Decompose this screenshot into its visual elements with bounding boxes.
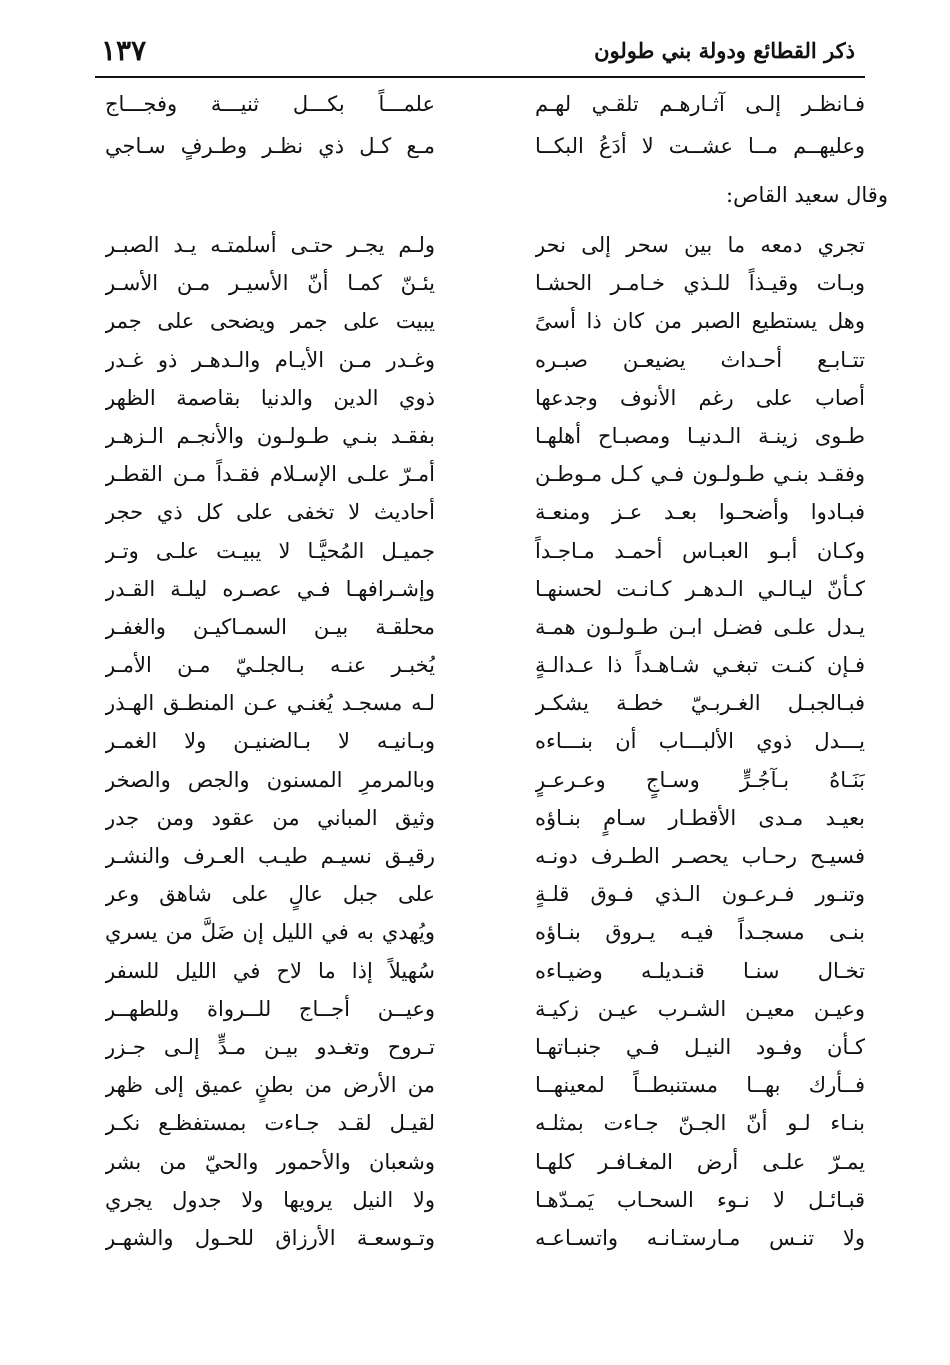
verse-second-hemistich: ولـم يجـر حتـى أسلمتـه يـد الصبـر: [105, 233, 435, 257]
verse-second-hemistich: لـه مسجـد يُغنـي عـن المنطـق الهـذر: [105, 691, 435, 716]
verse-second-hemistich: ويُهدي به في الليل إن ضَلَّ من يسري: [105, 920, 435, 945]
verse-first-hemistich: تتـابـع أحـداث يضيعـن صبـره: [535, 347, 865, 372]
verse-first-hemistich: وعيـن معيـن الشـرب عيـن زكيـة: [535, 996, 865, 1021]
verse-line: [105, 875, 865, 913]
verse-second-hemistich: وبالمرمرِ المسنون والجص والصخر: [105, 767, 435, 792]
verse-second-hemistich: رقيـق نسيـم طيـب العـرف والنشـر: [105, 844, 435, 868]
verse-line: [105, 1104, 865, 1142]
verse-second-hemistich: محلقـة بيـن السمـاكيـن والغفـر: [105, 614, 435, 639]
verse-line: [105, 125, 865, 167]
verse-second-hemistich: من الأرض من بطنٍ عميق إلى ظهر: [105, 1073, 435, 1098]
verse-first-hemistich: كـأنّ ليـالـي الـدهـر كـانـت لحسنهـا: [535, 576, 865, 601]
verse-first-hemistich: بعيـد مـدى الأقطـار سـامٍ بنـاؤه: [535, 805, 865, 830]
verse-first-hemistich: بنـى مسجـداً فيـه يـروق بنـاؤه: [535, 920, 865, 945]
verse-first-hemistich: بَنَـاهُ بـآجُـرٍّ وسـاجٍ وعـرعـرٍ: [535, 767, 865, 792]
verse-second-hemistich: يئـنّ كمـا أنّ الأسيـر مـن الأسـر: [105, 271, 435, 296]
verse-first-hemistich: يـــدل ذوي الألبـــاب أن بنـــاءه: [535, 729, 865, 754]
verse-line: [105, 608, 865, 646]
verse-second-hemistich: وتـوسعـة الأرزاق للحـول والشهـر: [105, 1225, 435, 1250]
verse-line: [105, 761, 865, 799]
verse-line: [105, 1066, 865, 1104]
verse-line: [105, 1219, 865, 1257]
verse-line: [105, 264, 865, 302]
verse-second-hemistich: وإشـرافهـا فـي عصـره ليلـة القـدر: [105, 576, 435, 601]
verse-line: [105, 799, 865, 837]
verse-second-hemistich: مـع كـل ذي نظـر وطـرفٍ سـاجي: [105, 134, 435, 158]
verse-second-hemistich: وغـدر مـن الأيـام والـدهـر ذو غـدر: [105, 347, 435, 372]
running-title: ذكر القطائع ودولة بني طولون: [594, 38, 855, 63]
intro-verses: [105, 83, 865, 167]
verse-second-hemistich: أحاديث لا تخفى على كل ذي حجر: [105, 500, 435, 525]
verse-second-hemistich: يُخبـر عنـه بـالجلـيّ مـن الأمـر: [105, 653, 435, 678]
verse-first-hemistich: أصاب على رغم الأنوف وجدعها: [535, 385, 865, 410]
poem-attribution: وقال سعيد القاص:: [726, 183, 888, 207]
verse-line: [105, 532, 865, 570]
verse-first-hemistich: كـأن وفـود النيـل فـي جنبـاتهـا: [535, 1034, 865, 1059]
verse-line: [105, 837, 865, 875]
verse-line: [105, 1181, 865, 1219]
verse-first-hemistich: يـدل علـى فضـل ابـن طـولـون همـة: [535, 614, 865, 639]
verse-first-hemistich: فسيـح رحـاب يحصـر الطـرف دونـه: [535, 844, 865, 868]
verse-line: [105, 493, 865, 531]
verse-line: [105, 990, 865, 1028]
verse-second-hemistich: وشعبان والأحمور والحيّ من بشر: [105, 1149, 435, 1174]
verse-line: [105, 302, 865, 340]
verse-first-hemistich: وهل يستطيع الصبر من كان ذا أسىً: [535, 309, 865, 334]
verse-line: [105, 570, 865, 608]
page-header: [95, 34, 865, 74]
verse-second-hemistich: بفقـد بنـي طـولـون والأنجـم الـزهـر: [105, 423, 435, 448]
verse-first-hemistich: وكـان أبـو العبـاس أحمـد مـاجـداً: [535, 538, 865, 563]
verse-first-hemistich: فبـالجبـل الغـربـيّ خطـة يشكـر: [535, 691, 865, 716]
verse-first-hemistich: فــأرك بهــا مستنبطــاً لمعينهــا: [535, 1073, 865, 1098]
verse-second-hemistich: تـروح وتغـدو بيـن مـدٍّ إلـى جـزر: [105, 1034, 435, 1059]
verse-first-hemistich: تجري دمعه ما بين سحر إلى نحر: [535, 233, 865, 257]
verse-first-hemistich: وفقـد بنـي طـولـون فـي كـل مـوطـن: [535, 462, 865, 487]
verse-first-hemistich: فبـادوا وأضحـوا بعـد عـز ومنعـة: [535, 500, 865, 525]
verse-second-hemistich: يبيت على جمر ويضحى على جمر: [105, 309, 435, 334]
verse-first-hemistich: بنـاء لـو أنّ الجـنّ جـاءت بمثلـه: [535, 1111, 865, 1136]
verse-line: [105, 913, 865, 951]
verse-second-hemistich: ذوي الدين والدنيا بقاصمة الظهر: [105, 385, 435, 410]
verse-first-hemistich: فـانظـر إلـى آثـارهـم تلقـي لهـم: [535, 92, 865, 116]
verse-first-hemistich: ولا تنـس مـارستـانـه واتسـاعـه: [535, 1225, 865, 1250]
verse-second-hemistich: ولا النيل يرويها ولا جدول يجري: [105, 1187, 435, 1212]
verse-second-hemistich: على جبل عالٍ على شاهق وعر: [105, 882, 435, 907]
verse-line: [105, 646, 865, 684]
poem-verses: [105, 226, 865, 1257]
verse-second-hemistich: علمـــاً بكـــل ثنيـــة وفجـــاج: [105, 92, 435, 116]
verse-line: [105, 379, 865, 417]
verse-second-hemistich: لقيـل لقـد جـاءت بمستفظـع نكـر: [105, 1111, 435, 1136]
verse-line: [105, 83, 865, 125]
verse-line: [105, 417, 865, 455]
verse-second-hemistich: وبـانيـه لا بـالضنيـن ولا الغمـر: [105, 729, 435, 754]
verse-first-hemistich: قبـائـل لا نـوء السحـاب يَمـدّهـا: [535, 1187, 865, 1212]
verse-first-hemistich: طـوى زينـة الـدنيـا ومصبـاح أهلهـا: [535, 423, 865, 448]
verse-second-hemistich: وثيق المباني من عقود ومن جدر: [105, 805, 435, 830]
verse-first-hemistich: وبـات وقيـذاً للـذي خـامـر الحشـا: [535, 271, 865, 296]
verse-first-hemistich: وتنـور فـرعـون الـذي فـوق قلـةٍ: [535, 882, 865, 907]
verse-line: [105, 226, 865, 264]
verse-line: [105, 1028, 865, 1066]
verse-second-hemistich: سُهيلاً إذا ما لاح في الليل للسفر: [105, 958, 435, 983]
verse-line: [105, 455, 865, 493]
verse-first-hemistich: فـإن كنـت تبغـي شـاهـداً ذا عـدالـةٍ: [535, 653, 865, 678]
verse-line: [105, 952, 865, 990]
verse-second-hemistich: أمـرّ علـى الإسـلام فقـداً مـن القطـر: [105, 462, 435, 487]
verse-second-hemistich: وعيــن أجــاج للــرواة وللطهــر: [105, 996, 435, 1021]
verse-line: [105, 722, 865, 760]
verse-first-hemistich: تخـال سنـا قنـديلـه وضيـاءه: [535, 958, 865, 983]
verse-second-hemistich: جميـل المُحيَّـا لا يبيـت علـى وتـر: [105, 538, 435, 563]
verse-line: [105, 684, 865, 722]
page-number: ١٣٧: [101, 34, 147, 67]
verse-first-hemistich: وعليهــم مــا عشــت لا أدَعُ البكــا: [535, 134, 865, 158]
verse-line: [105, 341, 865, 379]
header-rule: [95, 76, 865, 78]
verse-first-hemistich: يمـرّ علـى أرض المغـافـر كلهـا: [535, 1149, 865, 1174]
verse-line: [105, 1143, 865, 1181]
